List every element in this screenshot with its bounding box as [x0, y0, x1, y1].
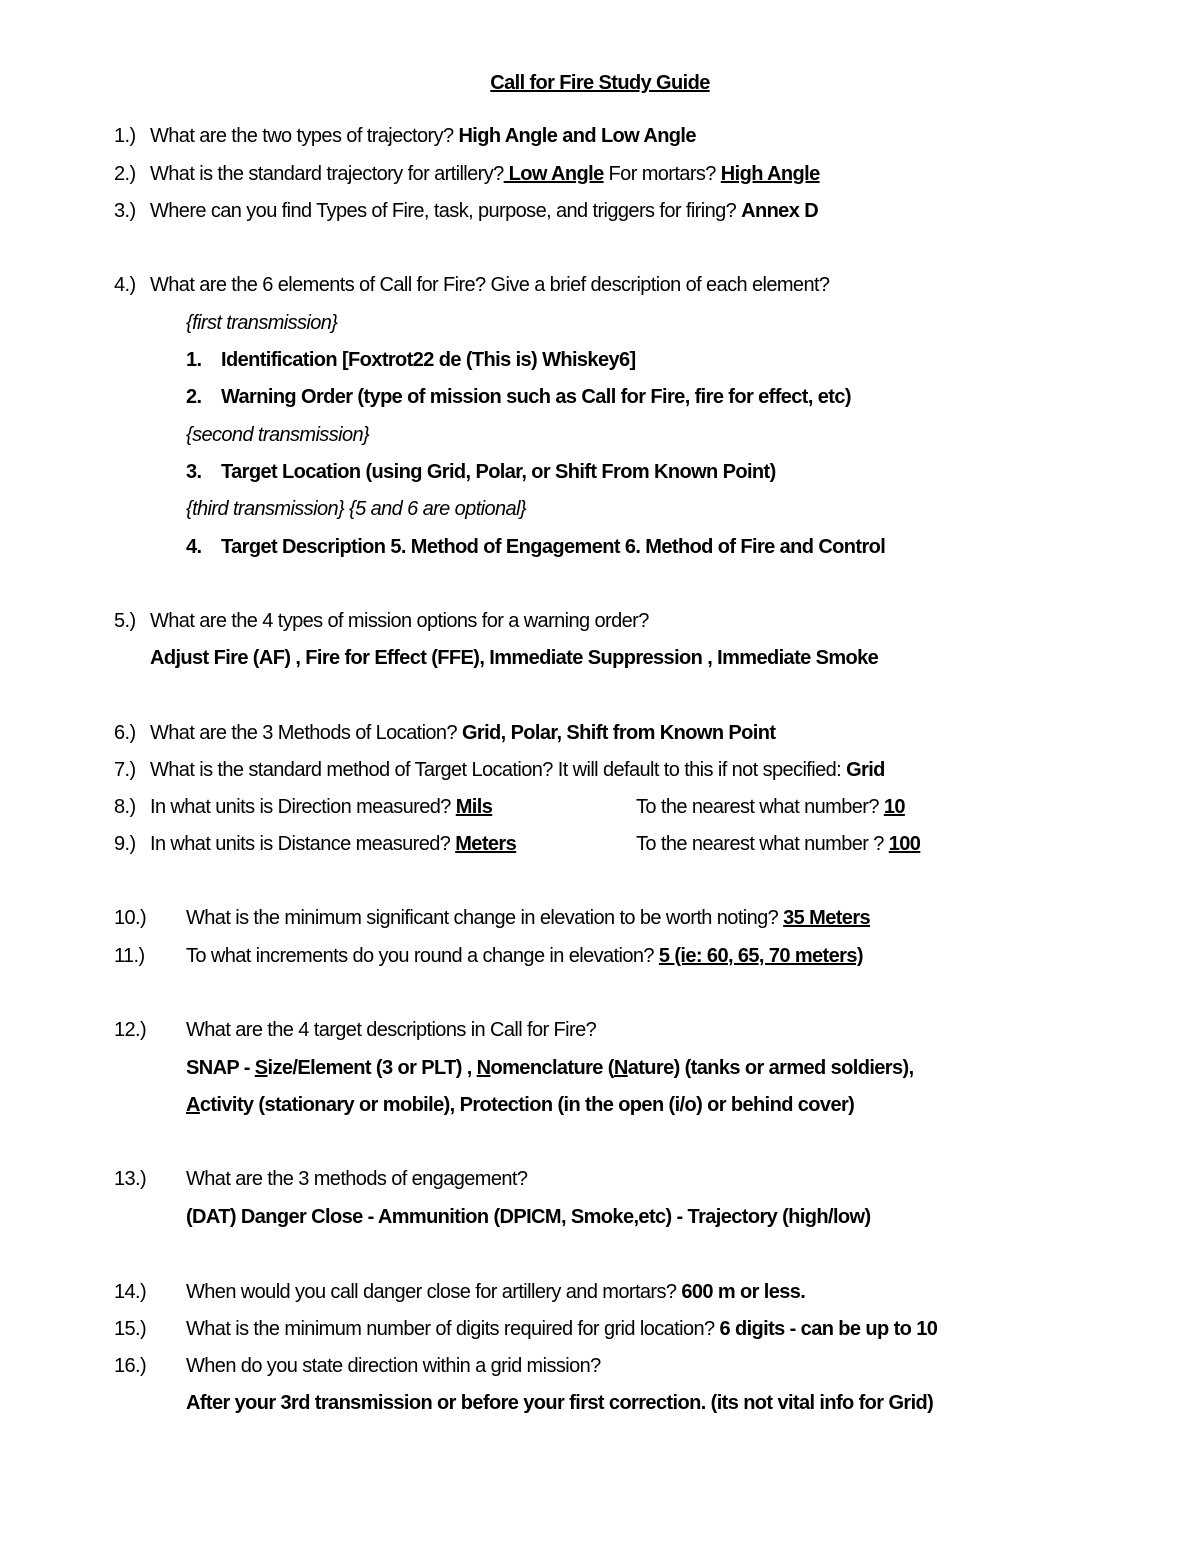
q12-question: What are the 4 target descriptions in Call for Fire? [186, 1019, 597, 1041]
q9-answer: Meters [455, 833, 517, 855]
q11-number: 11.) [114, 945, 145, 967]
snap-n: N [476, 1057, 491, 1079]
q4-element-3-number: 3. [186, 461, 202, 483]
q15-answer: 6 digits - can be up to 10 [719, 1318, 938, 1340]
q14-question: When would you call danger close for artillery and mortars? [186, 1281, 682, 1303]
q9-question-nearest: To the nearest what number ? [636, 833, 889, 855]
q7-answer: Grid [846, 759, 885, 781]
q16-answer: After your 3rd transmission or before your first correction. (its not vital info for Grid) [186, 1392, 934, 1414]
snap-lead: SNAP - [186, 1057, 255, 1079]
q10-line [186, 906, 870, 930]
q9-number: 9.) [114, 833, 136, 855]
snap-activity-protection: ctivity (stationary or mobile), Protection (in the open (i/o) or behind cover) [199, 1094, 855, 1116]
q2-answer-artillery: Low Angle [503, 163, 604, 185]
q16-question: When do you state direction within a grid mission? [186, 1355, 601, 1377]
q9-answer-nearest: 100 [888, 833, 921, 855]
q8-line-nearest [636, 795, 905, 819]
q4-element-2-number: 2. [186, 386, 202, 408]
snap-nature: ature) (tanks or armed soldiers), [627, 1057, 914, 1079]
q9-line [150, 832, 516, 856]
q2-answer-mortars: High Angle [720, 163, 820, 185]
q15-line [186, 1317, 937, 1341]
q14-number: 14.) [114, 1281, 147, 1303]
q2-question: What is the standard trajectory for artillery? [150, 163, 504, 185]
q4-third-transmission: {third transmission} {5 and 6 are optional} [186, 498, 527, 520]
q3-answer: Annex D [741, 200, 819, 222]
q11-line [186, 944, 863, 968]
q10-answer: 35 Meters [783, 907, 871, 929]
q14-answer: 600 m or less. [681, 1281, 806, 1303]
snap-nomenclature: omenclature ( [490, 1057, 614, 1079]
q1-question: What are the two types of trajectory? [150, 125, 459, 147]
q10-number: 10.) [114, 907, 147, 929]
q12-answer-line-1 [186, 1056, 914, 1080]
q1-number: 1.) [114, 125, 136, 147]
q6-question: What are the 3 Methods of Location? [150, 722, 462, 744]
q3-line [150, 199, 818, 223]
q4-question: What are the 6 elements of Call for Fire? Give a brief description of each element? [150, 274, 830, 296]
q3-number: 3.) [114, 200, 136, 222]
snap-nature-n: N [613, 1057, 628, 1079]
q6-line [150, 721, 775, 745]
q10-question: What is the minimum significant change in elevation to be worth noting? [186, 907, 784, 929]
q4-element-3: Target Location (using Grid, Polar, or Shift From Known Point) [221, 461, 776, 483]
snap-size: ize/Element (3 or PLT) , [267, 1057, 477, 1079]
q8-number: 8.) [114, 796, 136, 818]
q5-question: What are the 4 types of mission options for a warning order? [150, 610, 649, 632]
q7-line [150, 758, 885, 782]
q8-question-nearest: To the nearest what number? [636, 796, 884, 818]
q9-question: In what units is Distance measured? [150, 833, 456, 855]
q8-answer: Mils [455, 796, 493, 818]
q15-question: What is the minimum number of digits required for grid location? [186, 1318, 720, 1340]
q4-element-2: Warning Order (type of mission such as Call for Fire, fire for effect, etc) [221, 386, 851, 408]
q12-number: 12.) [114, 1019, 147, 1041]
q8-question: In what units is Direction measured? [150, 796, 456, 818]
q4-second-transmission: {second transmission} [186, 424, 370, 446]
q13-question: What are the 3 methods of engagement? [186, 1168, 528, 1190]
q4-element-1: Identification [Foxtrot22 de (This is) Whiskey6] [221, 349, 636, 371]
q6-number: 6.) [114, 722, 136, 744]
q1-line [150, 124, 696, 148]
q11-question: To what increments do you round a change in elevation? [186, 945, 659, 967]
q14-line [186, 1280, 805, 1304]
q16-number: 16.) [114, 1355, 147, 1377]
q13-answer: (DAT) Danger Close - Ammunition (DPICM, Smoke,etc) - Trajectory (high/low) [186, 1206, 871, 1228]
q6-answer: Grid, Polar, Shift from Known Point [461, 722, 776, 744]
q7-question: What is the standard method of Target Location? It will default to this if not specified: [150, 759, 847, 781]
q2-number: 2.) [114, 163, 136, 185]
q11-answer: 5 (ie: 60, 65, 70 meters) [658, 945, 863, 967]
q4-first-transmission: {first transmission} [186, 312, 338, 334]
q2-question-mortars: For mortars? [603, 163, 721, 185]
q3-question: Where can you find Types of Fire, task, purpose, and triggers for firing? [150, 200, 742, 222]
q4-element-4-number: 4. [186, 536, 202, 558]
q4-element-4: Target Description 5. Method of Engagement 6. Method of Fire and Control [221, 536, 886, 558]
q12-answer-line-2 [186, 1093, 854, 1117]
snap-a: A [186, 1094, 200, 1116]
q8-line [150, 795, 492, 819]
q9-line-nearest [636, 832, 920, 856]
q15-number: 15.) [114, 1318, 147, 1340]
q4-element-1-number: 1. [186, 349, 202, 371]
q7-number: 7.) [114, 759, 136, 781]
q8-answer-nearest: 10 [883, 796, 905, 818]
q13-number: 13.) [114, 1168, 147, 1190]
q1-answer: High Angle and Low Angle [458, 125, 696, 147]
q5-number: 5.) [114, 610, 136, 632]
snap-s: S [254, 1057, 268, 1079]
q5-answer: Adjust Fire (AF) , Fire for Effect (FFE), Immediate Suppression , Immediate Smoke [150, 647, 879, 669]
q4-number: 4.) [114, 274, 136, 296]
q2-line [150, 162, 820, 186]
page-title: Call for Fire Study Guide [490, 72, 710, 94]
